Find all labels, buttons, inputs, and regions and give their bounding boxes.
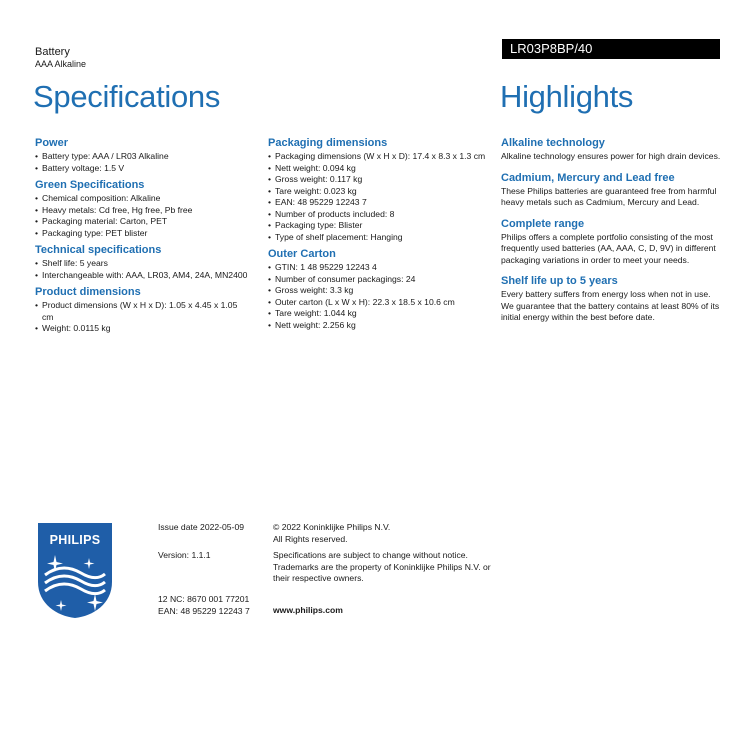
spec-item: • Chemical composition: Alkaline — [35, 193, 250, 205]
model-code: LR03P8BP/40 — [510, 41, 593, 56]
highlight-text: Philips offers a complete portfolio consisting of the most frequently used batteries (AA, AAA, C, D, 9V) in different packaging variations in order to meet your needs. — [501, 231, 716, 265]
spec-item: • Packaging type: PET blister — [35, 228, 250, 240]
spec-item: • Tare weight: 0.023 kg — [268, 186, 488, 198]
spec-item: • Number of products included: 8 — [268, 209, 488, 221]
spec-item: • Nett weight: 2.256 kg — [268, 320, 488, 332]
issue-date: Issue date 2022-05-09 — [158, 522, 245, 532]
spec-item: • Outer carton (L x W x H): 22.3 x 18.5 x 10.6 cm — [268, 297, 488, 309]
spec-section-title: Outer Carton — [268, 248, 336, 260]
website-link[interactable]: www.philips.com — [273, 605, 343, 615]
spec-section-title: Green Specifications — [35, 179, 145, 191]
spec-section-title: Packaging dimensions — [268, 137, 388, 149]
highlights-title: Highlights — [500, 79, 634, 114]
spec-item: • Weight: 0.0115 kg — [35, 323, 250, 335]
version: Version: 1.1.1 — [158, 550, 211, 560]
specifications-column-2 — [268, 137, 488, 336]
spec-item: • Packaging type: Blister — [268, 220, 488, 232]
highlight-title: Alkaline technology — [501, 137, 605, 149]
highlight-block — [501, 172, 723, 209]
specifications-column-1 — [35, 137, 250, 340]
spec-section-title: Product dimensions — [35, 286, 141, 298]
spec-section — [268, 137, 488, 243]
spec-item: • Interchangeable with: AAA, LR03, AM4, 24A, MN2400 — [35, 270, 250, 282]
spec-section — [35, 244, 250, 281]
spec-section — [35, 137, 250, 174]
spec-item: • Battery type: AAA / LR03 Alkaline — [35, 151, 250, 163]
highlight-block — [501, 218, 723, 267]
model-code-bar — [502, 39, 720, 59]
product-ids — [158, 594, 250, 617]
disclaimer: Specifications are subject to change without notice. Trademarks are the property of Koninklijke Philips N.V. or their respective owners. — [273, 550, 491, 583]
product-line: Battery — [35, 46, 70, 58]
highlight-text: Every battery suffers from energy loss when not in use. We guarantee that the battery contains at least 80% of its initial energy within the best before date. — [501, 289, 720, 322]
nc-number: 12 NC: 8670 001 77201 — [158, 594, 250, 604]
copyright-line-2: All Rights reserved. — [273, 533, 348, 544]
spec-item: • Number of consumer packagings: 24 — [268, 274, 488, 286]
highlight-text: Alkaline technology ensures power for high drain devices. — [501, 151, 721, 161]
specifications-title: Specifications — [33, 79, 221, 114]
highlight-text: These Philips batteries are guaranteed free from harmful heavy metals such as Cadmium, Mercury and Lead. — [501, 185, 717, 207]
spec-item: • Product dimensions (W x H x D): 1.05 x 4.45 x 1.05 cm — [35, 300, 250, 323]
spec-item: • EAN: 48 95229 12243 7 — [268, 197, 488, 209]
spec-item: • Shelf life: 5 years — [35, 258, 250, 270]
spec-item: • Gross weight: 3.3 kg — [268, 285, 488, 297]
spec-item: • Heavy metals: Cd free, Hg free, Pb free — [35, 205, 250, 217]
highlight-title: Cadmium, Mercury and Lead free — [501, 171, 675, 184]
spec-item: • Packaging material: Carton, PET — [35, 216, 250, 228]
spec-section-title: Power — [35, 137, 69, 149]
product-subtitle: AAA Alkaline — [35, 59, 87, 69]
spec-item: • Tare weight: 1.044 kg — [268, 308, 488, 320]
spec-item: • Type of shelf placement: Hanging — [268, 232, 488, 244]
highlights-column — [501, 137, 723, 333]
highlight-block — [501, 275, 723, 324]
highlight-title: Shelf life up to 5 years — [501, 275, 618, 287]
copyright-line-1: © 2022 Koninklijke Philips N.V. — [273, 522, 391, 532]
logo-wordmark: PHILIPS — [49, 533, 101, 547]
spec-section — [268, 248, 488, 331]
copyright — [273, 522, 390, 545]
spec-section — [35, 286, 250, 335]
spec-item: • Nett weight: 0.094 kg — [268, 163, 488, 175]
spec-item: • Battery voltage: 1.5 V — [35, 163, 250, 175]
highlight-block — [501, 137, 723, 163]
highlight-title: Complete range — [501, 217, 585, 230]
spec-item: • Gross weight: 0.117 kg — [268, 174, 488, 186]
ean-number: EAN: 48 95229 12243 7 — [158, 605, 250, 616]
spec-item: • GTIN: 1 48 95229 12243 4 — [268, 262, 488, 274]
philips-shield-logo — [35, 520, 115, 620]
spec-item: • Packaging dimensions (W x H x D): 17.4 x 8.3 x 1.3 cm — [268, 151, 488, 163]
spec-section-title: Technical specifications — [35, 244, 162, 256]
spec-section — [35, 179, 250, 239]
